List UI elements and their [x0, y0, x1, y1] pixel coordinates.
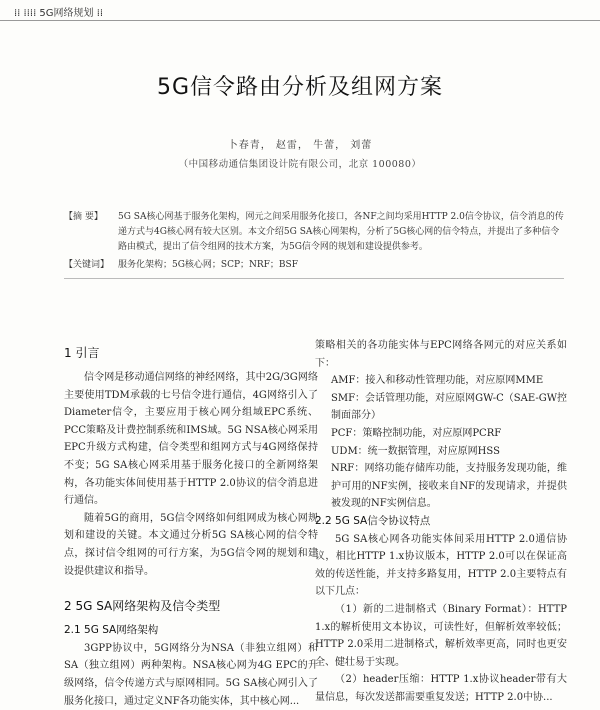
section-2-2-heading: 2.2 5G SA信令协议特点: [315, 514, 431, 527]
section-1-heading: 1 引言: [64, 346, 100, 360]
abstract-label: 【摘 要】: [64, 212, 103, 222]
section-2-1-heading: 2.1 5G SA网络架构: [64, 624, 159, 637]
abstract-text: 5G SA核心网基于服务化架构，网元之间采用服务化接口，各NF之间均采用HTTP 2.0信令协议，信令消息的传递方式与4G核心网有较大区别。本文介绍5G SA核心网架构，分析了5G核心网的信令特点，并提出了多种信令路由模式，提出了信令组网的技术方案，为5G信令网的规划和建设提供参考。: [118, 212, 564, 252]
section-2-2-paragraph-3: （2）header压缩：HTTP 1.x协议header带有大量信息，每次发送都需要重复发送；HTTP 2.0中协...: [315, 674, 567, 703]
paper-title: 5G信令路由分析及组网方案: [156, 75, 444, 100]
paper-authors: 卜春青， 赵雷， 牛蕾， 刘蕾: [227, 140, 373, 151]
section-1-paragraph-2: 随着5G的商用，5G信令网络如何组网成为核心网规划和建设的关键。本文通过分析5G SA核心网的信令特点，探讨信令组网的可行方案，为5G信令网的规划和建设提供建议和指导。: [64, 512, 318, 577]
keywords-label: 【关键词】: [64, 260, 110, 270]
right-column: [315, 337, 567, 706]
nf-item-nrf: NRF：网络功能存储库功能，支持服务发现功能，维护可用的NF实例，接收来自NF的发现请求，并提供被发现的NF实例信息。: [331, 463, 567, 510]
section-1-paragraph-1: 信令网是移动通信网络的神经网络，其中2G/3G网络主要使用TDM承载的七号信令进行通信，4G网络引入了Diameter信令，主要应用于核心网分组域EPC系统、PCC策略及计费控制系统和IMS域。5G NSA核心网采用EPC升级方式构建，信令类型和组网方式与4G网络保持不变；5G SA核心网采用基于服务化接口的全新网络架构，各功能实体间使用基于HTTP 2.0协议的信令消息进行通信。: [64, 372, 318, 507]
nf-item-amf: AMF：接入和移动性管理功能，对应原网MME: [331, 375, 544, 387]
section-2-2-paragraph-1: 5G SA核心网各功能实体间采用HTTP 2.0通信协议，相比HTTP 1.x协议版本，HTTP 2.0可以在保证高效的传送性能，并支持多路复用，HTTP 2.0主要特点有以下几点：: [315, 533, 567, 598]
section-2-1-paragraph: 3GPP协议中，5G网络分为NSA（非独立组网）和SA（独立组网）两种架构。NSA核心网为4G EPC的升级网络，信令传递方式与原网相同。5G SA核心网引入了服务化接口，通过定义NF各功能实体，其中核心网...: [64, 642, 318, 707]
left-column: [64, 337, 318, 710]
nf-intro-paragraph: 策略相关的各功能实体与EPC网络各网元的对应关系如下：: [315, 340, 567, 369]
section-2-heading: 2 5G SA网络架构及信令类型: [64, 599, 221, 614]
nf-item-pcf: PCF：策略控制功能，对应原网PCRF: [331, 427, 502, 439]
section-2-2-paragraph-2: （1）新的二进制格式（Binary Format）：HTTP 1.x的解析使用文本协议，可读性好，但解析效率较低；HTTP 2.0采用二进制格式，解析效率更高，同时也更安全、健壮易于实现。: [315, 603, 567, 668]
running-header: ⁞⁞ ⁞⁞⁞⁞ 5G网络规划 ⁞⁞: [14, 8, 104, 19]
keywords-text: 服务化架构；5G核心网；SCP；NRF；BSF: [118, 260, 298, 270]
nf-item-udm: UDM：统一数据管理，对应原网HSS: [331, 445, 500, 457]
paper-affiliation: （中国移动通信集团设计院有限公司，北京 100080）: [178, 159, 422, 170]
header-rule: [0, 20, 600, 21]
abstract-divider: [64, 278, 564, 279]
nf-item-smf: SMF：会话管理功能，对应原网GW-C（SAE-GW控制面部分）: [331, 392, 567, 422]
